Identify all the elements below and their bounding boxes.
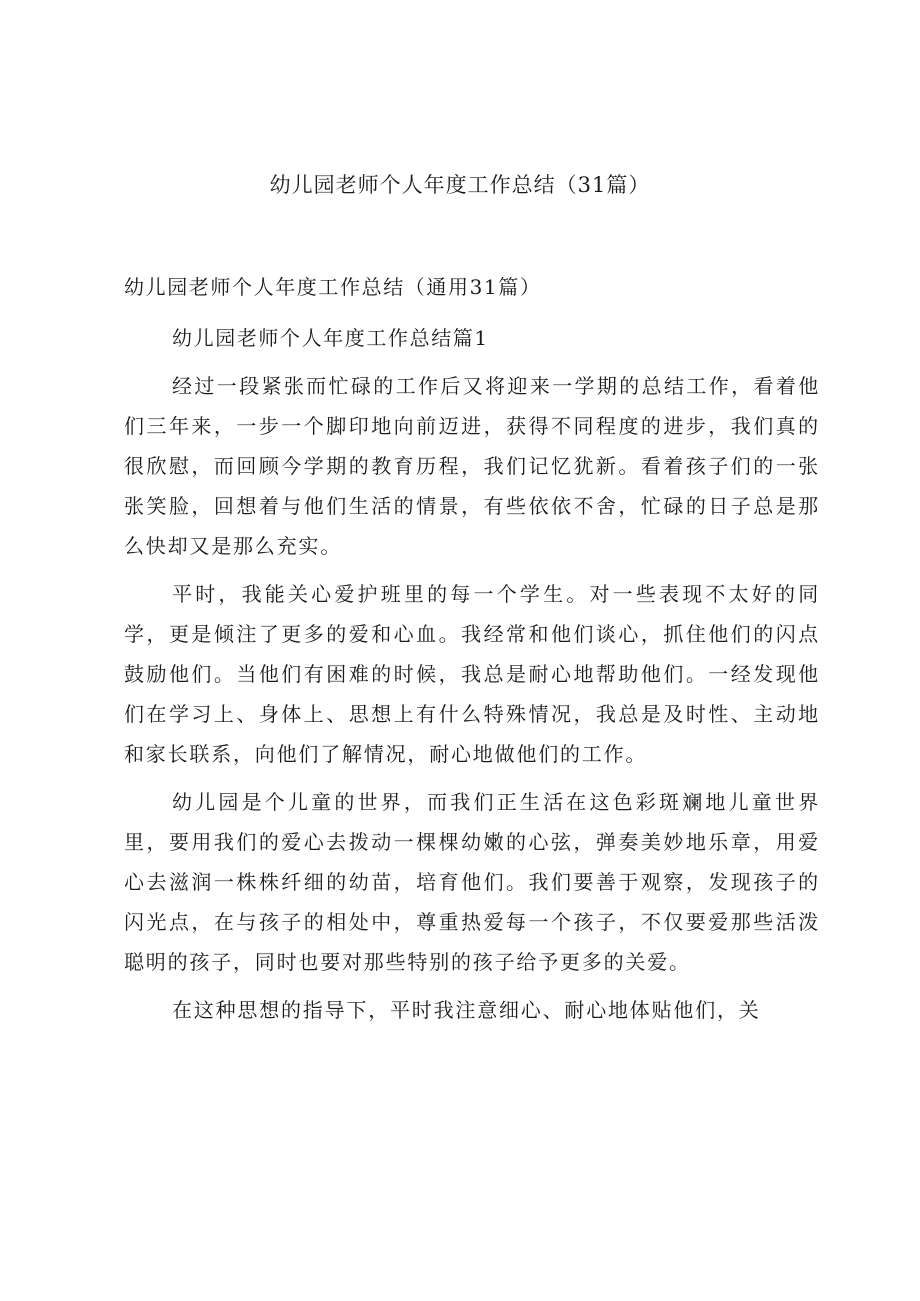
body-paragraph: 幼儿园是个儿童的世界，而我们正生活在这色彩斑斓地儿童世界里，要用我们的爱心去拨动一棵棵幼嫩的心弦，弹奏美妙地乐章，用爱心去滋润一株株纤细的幼苗，培育他们。我们要善于观察，发现孩子的闪光点，在与孩子的相处中，尊重热爱每一个孩子，不仅要爱那些活泼聪明的孩子，同时也要对那些特别的孩子给予更多的关爱。 bbox=[124, 790, 820, 974]
body-paragraph: 平时，我能关心爱护班里的每一个学生。对一些表现不太好的同学，更是倾注了更多的爱和心血。我经常和他们谈心，抓住他们的闪点鼓励他们。当他们有困难的时候，我总是耐心地帮助他们。一经发现他们在学习上、身体上、思想上有什么特殊情况，我总是及时性、主动地和家长联系，向他们了解情况，耐心地做他们的工作。 bbox=[124, 582, 820, 766]
document-subtitle: 幼儿园老师个人年度工作总结（通用31篇） bbox=[124, 275, 542, 299]
document-title: 幼儿园老师个人年度工作总结（31篇） bbox=[269, 173, 651, 197]
body-paragraph: 经过一段紧张而忙碌的工作后又将迎来一学期的总结工作，看着他们三年来，一步一个脚印地向前迈进，获得不同程度的进步，我们真的很欣慰，而回顾今学期的教育历程，我们记忆犹新。看着孩子们的一张张笑脸，回想着与他们生活的情景，有些依依不舍，忙碌的日子总是那么快却又是那么充实。 bbox=[124, 374, 820, 558]
document-body bbox=[124, 366, 820, 1038]
section-heading: 幼儿园老师个人年度工作总结篇1 bbox=[172, 326, 489, 350]
body-paragraph: 在这种思想的指导下，平时我注意细心、耐心地体贴他们，关 bbox=[172, 998, 761, 1022]
